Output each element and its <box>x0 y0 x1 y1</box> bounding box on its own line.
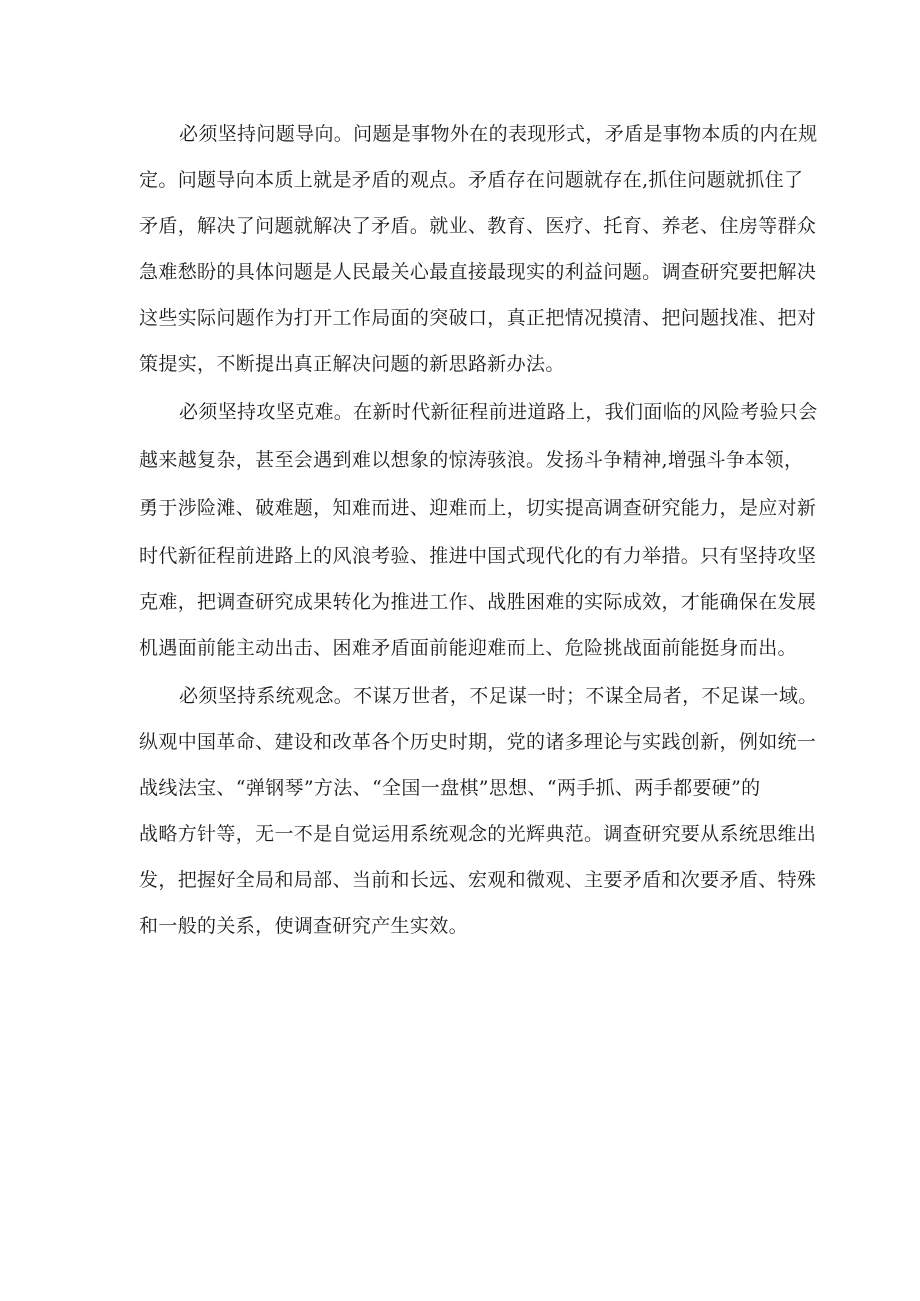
paragraph-1-line-6: 策提实，不断提出真正解决问题的新思路新办法。 <box>139 353 565 375</box>
paragraph-3-line-5: 发，把握好全局和局部、当前和长远、宏观和微观、主要矛盾和次要矛盾、特殊 <box>139 869 817 891</box>
paragraph-1-line-4: 急难愁盼的具体问题是人民最关心最直接最现实的利益问题。调查研究要把解决 <box>139 261 817 283</box>
paragraph-3-line-6: 和一般的关系，使调查研究产生实效。 <box>139 915 468 937</box>
paragraph-2-line-6: 机遇面前能主动出击、困难矛盾面前能迎难而上、危险挑战面前能挺身而出。 <box>139 637 797 659</box>
paragraph-1-line-5: 这些实际问题作为打开工作局面的突破口，真正把情况摸清、把问题找准、把对 <box>139 307 817 329</box>
paragraph-1-line-2: 定。问题导向本质上就是矛盾的观点。矛盾存在问题就存在,抓住问题就抓住了 <box>139 169 804 191</box>
paragraph-3-line-2: 纵观中国革命、建设和改革各个历史时期，党的诸多理论与实践创新，例如统一 <box>139 731 817 753</box>
paragraph-3-line-1: 必须坚持系统观念。不谋万世者，不足谋一时；不谋全局者，不足谋一域。 <box>179 685 818 707</box>
paragraph-2-line-4: 时代新征程前进路上的风浪考验、推进中国式现代化的有力举措。只有坚持攻坚 <box>139 545 817 567</box>
paragraph-3-line-4: 战略方针等，无一不是自觉运用系统观念的光辉典范。调查研究要从系统思维出 <box>139 823 817 845</box>
paragraph-2-line-1: 必须坚持攻坚克难。在新时代新征程前进道路上，我们面临的风险考验只会 <box>179 401 818 423</box>
paragraph-2-line-3: 勇于涉险滩、破难题，知难而进、迎难而上，切实提高调查研究能力，是应对新 <box>139 497 817 519</box>
paragraph-1-line-1: 必须坚持问题导向。问题是事物外在的表现形式，矛盾是事物本质的内在规 <box>179 123 818 145</box>
paragraph-1-line-3: 矛盾，解决了问题就解决了矛盾。就业、教育、医疗、托育、养老、住房等群众 <box>139 215 817 237</box>
paragraph-3-line-3: 战线法宝、“弹钢琴”方法、“全国一盘棋”思想、“两手抓、两手都要硬”的 <box>139 777 761 799</box>
paragraph-2-line-5: 克难，把调查研究成果转化为推进工作、战胜困难的实际成效，才能确保在发展 <box>139 591 817 613</box>
paragraph-2-line-2: 越来越复杂，甚至会遇到难以想象的惊涛骇浪。发扬斗争精神,增强斗争本领， <box>139 449 804 471</box>
